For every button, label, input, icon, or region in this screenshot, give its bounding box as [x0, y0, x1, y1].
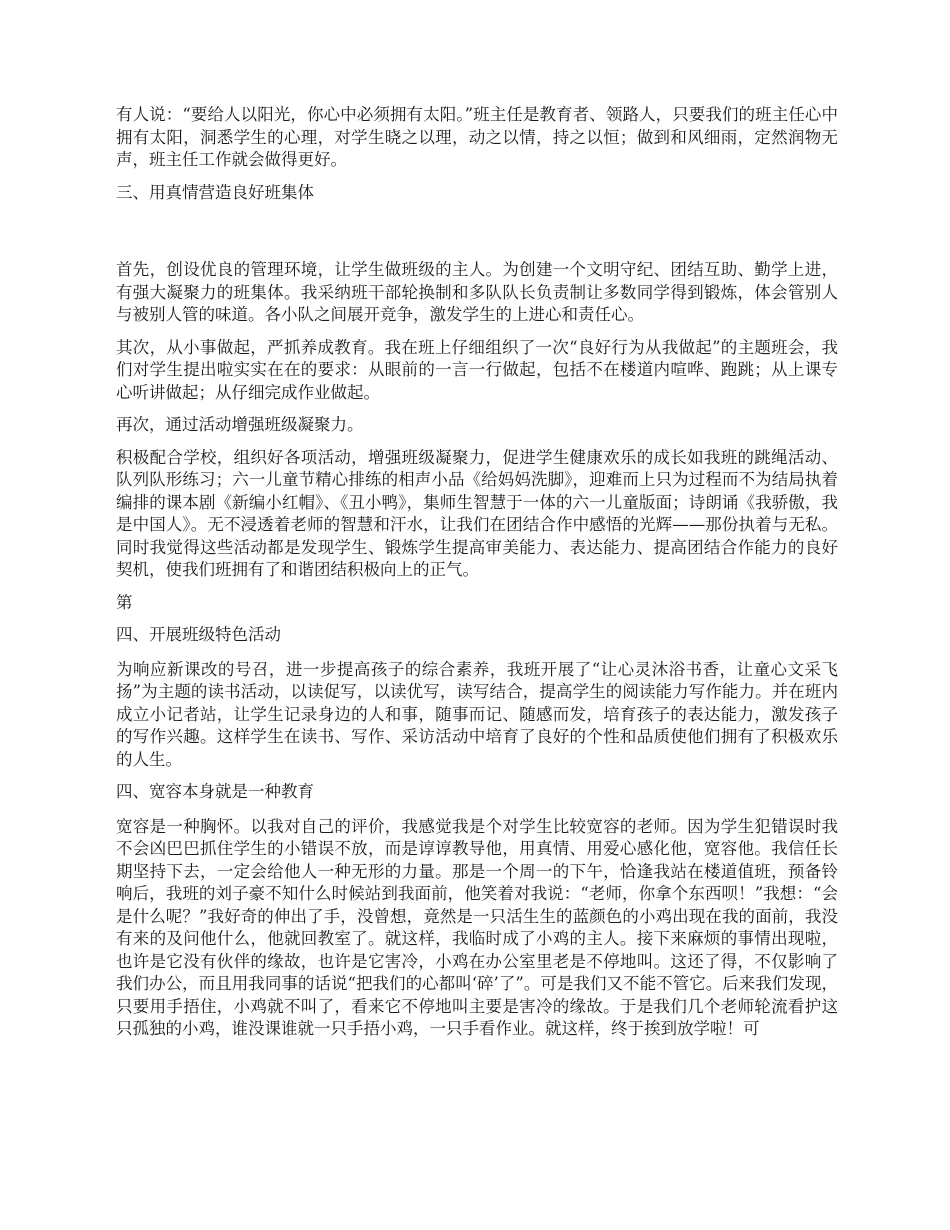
- document-page: [116, 104, 838, 1051]
- paragraph-sunshine: 有人说：“要给人以阳光，你心中必须拥有太阳。”班主任是教育者、领路人，只要我们的班主任心中拥有太阳，洞悉学生的心理，对学生晓之以理，动之以情，持之以恒；做到和风细雨，定然润物无声，班主任工作就会做得更好。: [116, 105, 838, 169]
- paragraph-activities: 积极配合学校，组织好各项活动，增强班级凝聚力，促进学生健康欢乐的成长如我班的跳绳活动、队列队形练习；六一儿童节精心排练的相声小品《给妈妈洗脚》，迎难而上只为过程而不为结局执着编排的课本剧《新编小红帽》、《丑小鸭》，集师生智慧于一体的六一儿童版面；诗朗诵《我骄傲，我是中国人》。无不浸透着老师的智慧和汗水，让我们在团结合作中感悟的光辉——那份执着与无私。同时我觉得这些活动都是发现学生、锻炼学生提高审美能力、表达能力、提高团结合作能力的良好契机，使我们班拥有了和谐团结积极向上的正气。: [116, 447, 838, 579]
- section-heading-4b: 四、宽容本身就是一种教育: [116, 782, 314, 801]
- paragraph-firstly: 首先，创设优良的管理环境，让学生做班级的主人。为创建一个文明守纪、团结互助、勤学上进，有强大凝聚力的班集体。我采纳班干部轮换制和多队队长负责制让多数同学得到锻炼，体会管别人与被别人管的味道。各小队之间展开竞争，激发学生的上进心和责任心。: [116, 260, 838, 324]
- paragraph-tolerance: 宽容是一种胸怀。以我对自己的评价，我感觉我是个对学生比较宽容的老师。因为学生犯错误时我不会凶巴巴抓住学生的小错误不放，而是谆谆教导他，用真情、用爱心感化他，宽容他。我信任长期坚持下去，一定会给他人一种无形的力量。那是一个周一的下午，恰逢我站在楼道值班，预备铃响后，我班的刘子豪不知什么时候站到我面前，他笑着对我说：“老师，你拿个东西呗！”我想：“会是什么呢？”我好奇的伸出了手，没曾想，竟然是一只活生生的蓝颜色的小鸡出现在我的面前，我没有来的及问他什么，他就回教室了。就这样，我临时成了小鸡的主人。接下来麻烦的事情出现啦，也许是它没有伙伴的缘故，也许是它害冷，小鸡在办公室里老是不停地叫。这还了得，不仅影响了我们办公，而且用我同事的话说“把我们的心都叫‘碎’了”。可是我们又不能不管它。后来我们发现，只要用手捂住，小鸡就不叫了，看来它不停地叫主要是害冷的缘故。于是我们几个老师轮流看护这只孤独的小鸡，谁没课谁就一只手捂小鸡，一只手看作业。就这样，终于挨到放学啦！可: [116, 816, 838, 1038]
- section-heading-4a: 四、开展班级特色活动: [116, 625, 281, 644]
- paragraph-reading: 为响应新课改的号召，进一步提高孩子的综合素养，我班开展了“让心灵沐浴书香，让童心文采飞扬”为主题的读书活动，以读促写，以读优写，读写结合，提高学生的阅读能力写作能力。并在班内成立小记者站，让学生记录身边的人和事，随事而记、随感而发，培育孩子的表达能力，激发孩子的写作兴趣。这样学生在读书、写作、采访活动中培育了良好的个性和品质使他们拥有了积极欢乐的人生。: [116, 659, 838, 769]
- paragraph-di: 第: [116, 592, 133, 612]
- paragraph-secondly: 其次，从小事做起，严抓养成教育。我在班上仔细组织了一次“良好行为从我做起”的主题班会，我们对学生提出啦实实在在的要求：从眼前的一言一行做起，包括不在楼道内喧哗、跑跳；从上课专心听讲做起；从仔细完成作业做起。: [116, 337, 838, 402]
- blank-gap: [116, 216, 838, 259]
- section-heading-3: 三、用真情营造良好班集体: [116, 182, 314, 202]
- paragraph-thirdly: 再次，通过活动增强班级凝聚力。: [116, 415, 364, 434]
